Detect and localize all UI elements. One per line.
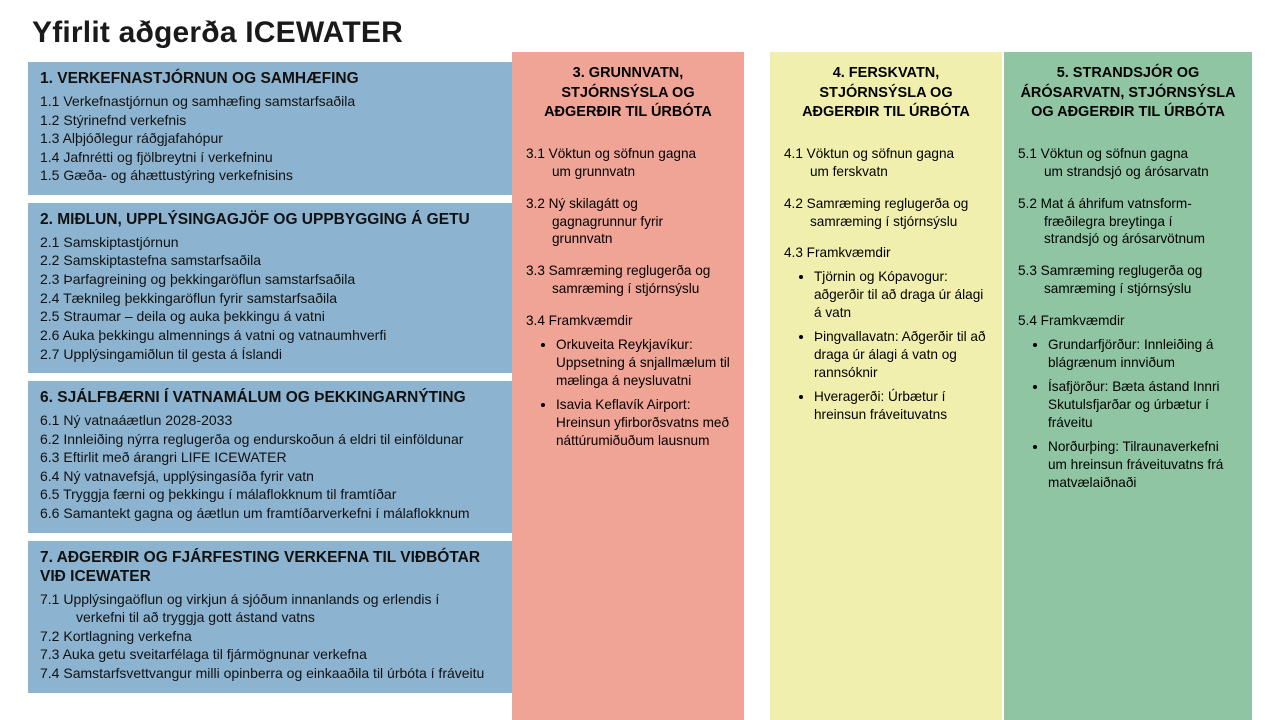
panel-grunnvatn <box>512 52 744 720</box>
panel-item: 5.4 Framkvæmdir <box>1018 313 1125 329</box>
panel-item: 5.3 Samræming reglugerða og samræming í stjórnsýslu <box>1018 263 1203 297</box>
workpackage-item: 1.1 Verkefnastjórnun og samhæfing samstarfsaðila <box>40 92 356 109</box>
panel-bullet: • Norðurþing: Tilraunaverkefni um hreinsun fráveituvatns frá matvælaiðnaði <box>1048 438 1238 492</box>
workpackage-title: 7. AÐGERÐIR OG FJÁRFESTING VERKEFNA TIL VIÐBÓTAR VIÐ ICEWATER <box>40 548 481 585</box>
panel-item: 3.2 Ný skilagátt og gagnagrunnur fyrir grunnvatn <box>526 195 664 247</box>
panel-bullet: • Grundarfjörður: Innleiðing á blágrænum innviðum <box>1048 336 1238 372</box>
panel-item: 5.1 Vöktun og söfnun gagna um strandsjó og árósarvatn <box>1018 145 1209 179</box>
workpackage-item: 1.5 Gæða- og áhættustýring verkefnisins <box>40 167 293 184</box>
workpackage-block-6 <box>28 381 512 533</box>
panel-item: 4.1 Vöktun og söfnun gagna um ferskvatn <box>784 145 955 179</box>
workpackage-item: 6.4 Ný vatnavefsjá, upplýsingasíða fyrir vatn <box>40 467 314 484</box>
panel-bullet: • Hveragerði: Úrbætur í hreinsun fráveituvatns <box>814 388 988 424</box>
workpackage-item: 6.6 Samantekt gagna og áætlun um framtíðarverkefni í málaflokknum <box>40 505 470 522</box>
panel-title: 4. FERSKVATN, STJÓRNSÝSLA OG AÐGERÐIR TIL ÚRBÓTA <box>802 65 970 121</box>
panel-item: 4.3 Framkvæmdir <box>784 245 891 261</box>
panel-bullet-list <box>784 268 988 424</box>
workpackage-item: 2.1 Samskiptastjórnun <box>40 233 179 250</box>
workpackage-item: 6.5 Tryggja færni og þekkingu í málaflokknum til framtíðar <box>40 486 397 503</box>
workpackage-item: 2.7 Upplýsingamiðlun til gesta á Íslandi <box>40 345 283 362</box>
panel-item: 3.1 Vöktun og söfnun gagna um grunnvatn <box>526 145 697 179</box>
workpackage-item: 7.4 Samstarfsvettvangur milli opinberra og einkaaðila til úrbóta í fráveitu <box>40 664 485 681</box>
panel-item: 5.2 Mat á áhrifum vatnsform- fræðilegra breytinga í strandsjó og árósarvötnum <box>1018 195 1205 247</box>
workpackage-item: 1.2 Stýrinefnd verkefnis <box>40 111 187 128</box>
workpackage-block-1 <box>28 62 512 195</box>
panel-title: 3. GRUNNVATN, STJÓRNSÝSLA OG AÐGERÐIR TIL ÚRBÓTA <box>544 65 712 121</box>
panel-item: 3.4 Framkvæmdir <box>526 313 633 329</box>
panel-bullet: • Ísafjörður: Bæta ástand Innri Skutulsfjarðar og úrbætur í fráveitu <box>1048 378 1238 432</box>
workpackage-item: 1.4 Jafnrétti og fjölbreytni í verkefninu <box>40 148 273 165</box>
panel-bullet-list <box>526 336 730 450</box>
panel-strandsjor <box>1004 52 1252 720</box>
workpackage-item: 6.2 Innleiðing nýrra reglugerða og endurskoðun á eldri til einföldunar <box>40 430 464 447</box>
workpackage-item: 7.2 Kortlagning verkefna <box>40 627 192 644</box>
workpackage-item-continuation: verkefni til að tryggja gott ástand vatns <box>76 609 315 626</box>
workpackage-item: 2.3 Þarfagreining og þekkingaröflun samstarfsaðila <box>40 271 356 288</box>
workpackage-item: 2.5 Straumar – deila og auka þekkingu á vatni <box>40 308 325 325</box>
panel-ferskvatn <box>770 52 1002 720</box>
workpackage-item: 6.3 Eftirlit með árangri LIFE ICEWATER <box>40 449 287 466</box>
workpackage-item: 2.2 Samskiptastefna samstarfsaðila <box>40 252 261 269</box>
panel-bullet: • Tjörnin og Kópavogur: aðgerðir til að draga úr álagi á vatn <box>814 268 988 322</box>
workpackage-item: 2.6 Auka þekkingu almennings á vatni og vatnaumhverfi <box>40 326 387 343</box>
workpackage-item: 1.3 Alþjóðlegur ráðgjafahópur <box>40 130 223 147</box>
workpackage-item: 6.1 Ný vatnaáætlun 2028-2033 <box>40 412 233 429</box>
panel-bullet-list <box>1018 336 1238 492</box>
workpackage-block-7 <box>28 541 512 693</box>
workpackage-title: 2. MIÐLUN, UPPLÝSINGAGJÖF OG UPPBYGGING Á GETU <box>40 210 470 228</box>
workpackage-item: 7.1 Upplýsingaöflun og virkjun á sjóðum innanlands og erlendis í <box>40 590 440 607</box>
workpackage-item: 2.4 Tæknileg þekkingaröflun fyrir samstarfsaðila <box>40 289 337 306</box>
panel-item: 4.2 Samræming reglugerða og samræming í stjórnsýslu <box>784 195 969 229</box>
panel-bullet: • Orkuveita Reykjavíkur: Uppsetning á snjallmælum til mælinga á neysluvatni <box>556 336 730 390</box>
left-column <box>28 62 512 701</box>
workpackage-title: 6. SJÁLFBÆRNI Í VATNAMÁLUM OG ÞEKKINGARNÝTING <box>40 389 466 407</box>
panel-title: 5. STRANDSJÓR OG ÁRÓSARVATN, STJÓRNSÝSLA OG AÐGERÐIR TIL ÚRBÓTA <box>1020 65 1236 121</box>
workpackage-block-2 <box>28 203 512 373</box>
panel-item: 3.3 Samræming reglugerða og samræming í stjórnsýslu <box>526 263 711 297</box>
workpackage-title: 1. VERKEFNASTJÓRNUN OG SAMHÆFING <box>40 70 359 87</box>
workpackage-item: 7.3 Auka getu sveitarfélaga til fjármögnunar verkefna <box>40 646 367 663</box>
panel-bullet: • Þingvallavatn: Aðgerðir til að draga úr álagi á vatn og rannsóknir <box>814 328 988 382</box>
panel-bullet: • Isavia Keflavík Airport: Hreinsun yfirborðsvatns með náttúrumiðuðum lausnum <box>556 396 730 450</box>
page-title: Yfirlit aðgerða ICEWATER <box>32 16 403 49</box>
